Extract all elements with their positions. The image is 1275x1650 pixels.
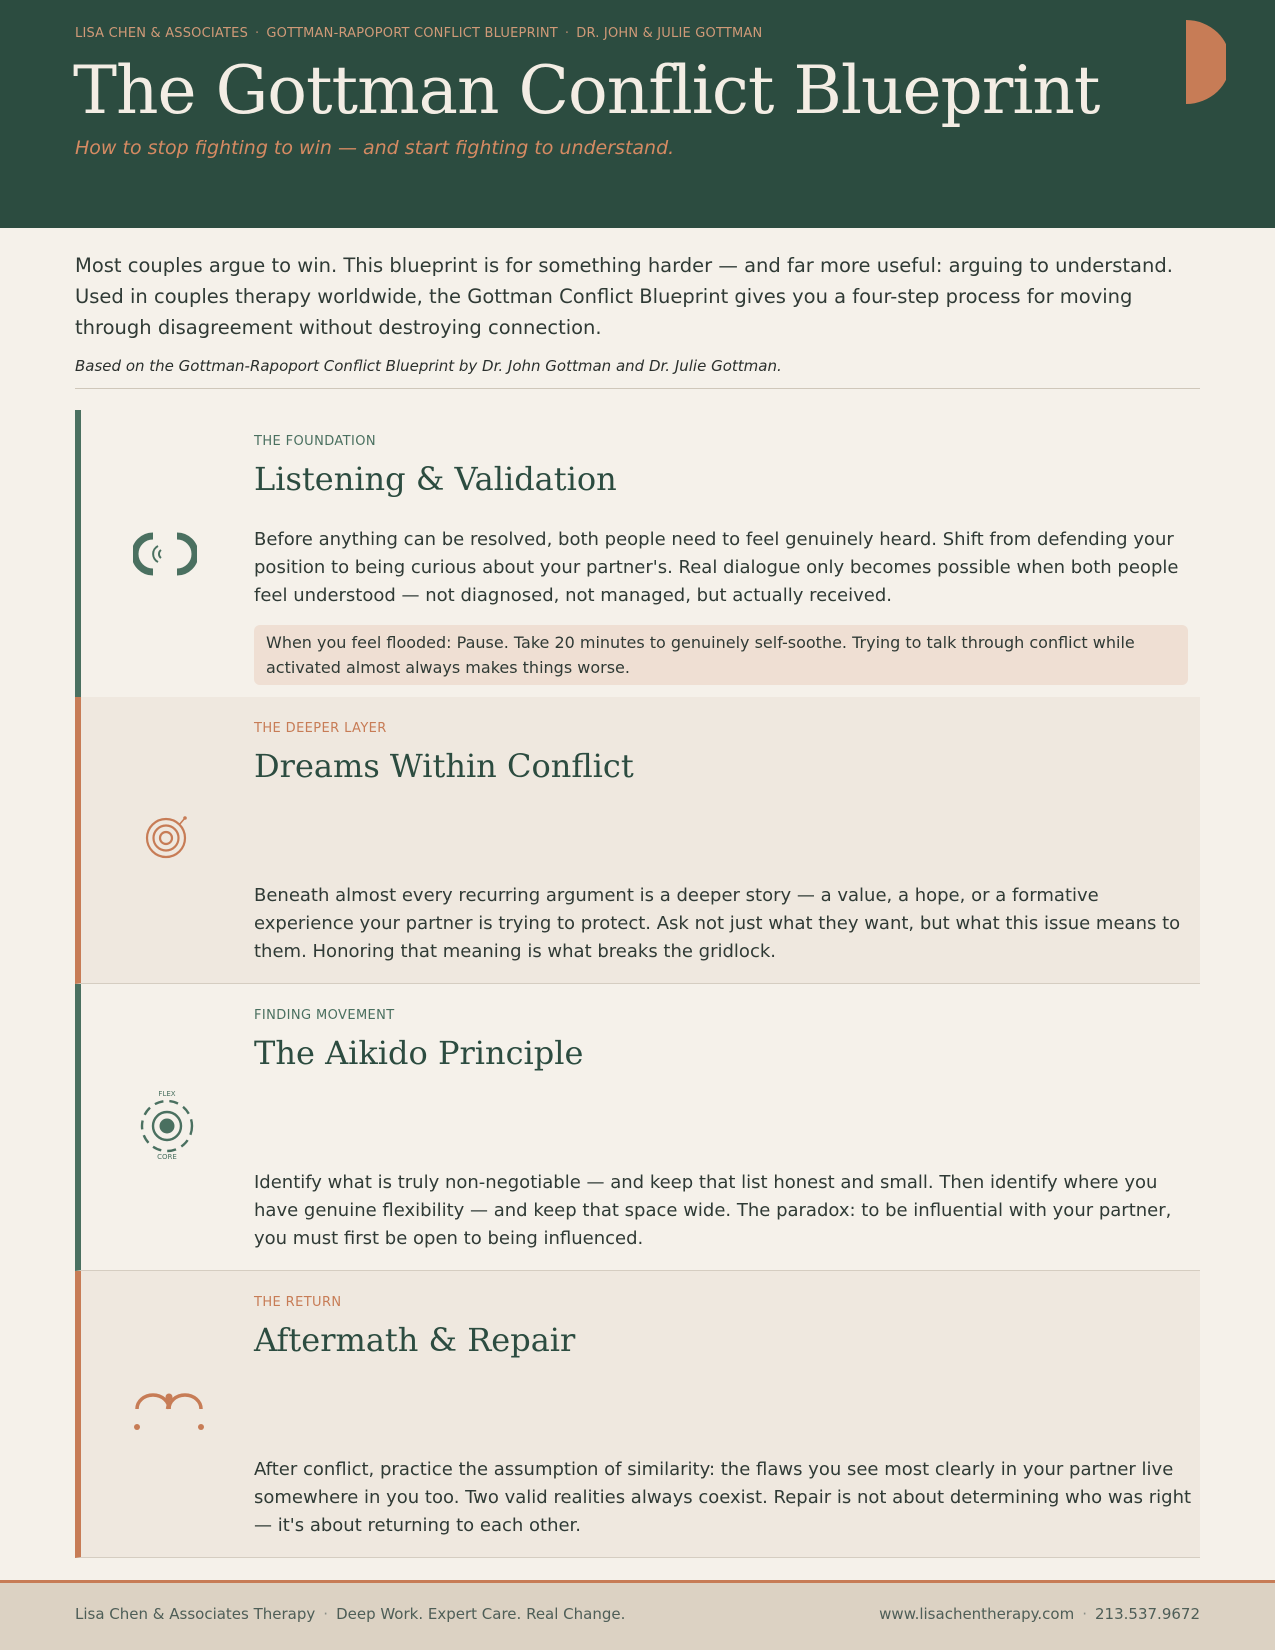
section-title: Aftermath & Repair — [254, 1321, 576, 1359]
section-title: Dreams Within Conflict — [254, 747, 634, 785]
breadcrumb — [75, 26, 762, 41]
breadcrumb-separator: · — [255, 26, 260, 41]
page-title: The Gottman Conflict Blueprint — [73, 52, 1100, 129]
breadcrumb-item-practice: LISA CHEN & ASSOCIATES — [75, 26, 249, 41]
icon-label-flex: FLEX — [158, 1090, 176, 1098]
footer-separator: · — [1082, 1605, 1088, 1623]
footer-right — [879, 1605, 1200, 1623]
section-body: Identify what is truly non-negotiable — and keep that list honest and small. Then identify where you have genuine flexibility — and keep that space wide. The paradox: to be influential with your partner, you must first be open to being influenced. — [254, 1172, 1172, 1249]
header-banner — [0, 0, 1275, 228]
section-title: Listening & Validation — [254, 460, 617, 498]
intro-paragraph: Most couples argue to win. This blueprint is for something harder — and far more useful: arguing to understand. Used in couples therapy worldwide, the Gottman Conflict Blueprint gives you a four-step process for moving through disagreement without destroying connection. — [75, 254, 1173, 339]
section-body: Before anything can be resolved, both people need to feel genuinely heard. Shift from defending your position to being curious about your partner's. Real dialogue only becomes possible when both people feel understood — not diagnosed, not managed, but actually received. — [254, 529, 1179, 606]
icon-label-core: CORE — [157, 1153, 177, 1160]
flooding-callout: When you feel flooded: Pause. Take 20 minutes to genuinely self-soothe. Trying to talk through conflict while activated almost always makes things worse. — [254, 625, 1188, 685]
section-listening-validation — [75, 410, 1200, 697]
footer-practice-name: Lisa Chen & Associates Therapy — [75, 1605, 316, 1623]
section-body: After conflict, practice the assumption of similarity: the flaws you see most clearly in your partner live somewhere in you too. Two valid realities always coexist. Repair is not about determining who was right — it's about returning to each other. — [254, 1459, 1192, 1536]
footer-separator: · — [323, 1605, 329, 1623]
footer-phone-link[interactable]: 213.537.9672 — [1095, 1605, 1200, 1623]
section-aftermath-repair — [75, 1271, 1200, 1558]
listening-ears-icon — [133, 532, 197, 576]
footer-website-link[interactable]: www.lisachentherapy.com — [879, 1605, 1075, 1623]
section-eyebrow: THE RETURN — [254, 1295, 342, 1310]
breadcrumb-item-blueprint: GOTTMAN-RAPOPORT CONFLICT BLUEPRINT — [266, 26, 558, 41]
flex-core-icon — [137, 1088, 197, 1160]
target-rings-icon — [145, 813, 191, 859]
breadcrumb-separator: · — [564, 26, 570, 41]
page-subtitle: How to stop fighting to win — and start fighting to understand. — [75, 137, 675, 159]
footer-left — [75, 1605, 625, 1623]
section-title: The Aikido Principle — [254, 1034, 584, 1072]
section-aikido-principle — [75, 984, 1200, 1271]
breadcrumb-item-authors: DR. JOHN & JULIE GOTTMAN — [576, 26, 763, 41]
section-eyebrow: THE DEEPER LAYER — [254, 721, 387, 736]
section-dreams-within-conflict — [75, 697, 1200, 984]
divider — [75, 388, 1200, 389]
section-eyebrow: FINDING MOVEMENT — [254, 1008, 395, 1023]
footer-tagline: Deep Work. Expert Care. Real Change. — [336, 1605, 626, 1623]
bridge-arcs-icon — [133, 1387, 205, 1435]
attribution-text: Based on the Gottman-Rapoport Conflict Blueprint by Dr. John Gottman and Dr. Julie Gottman. — [75, 357, 782, 375]
half-circle-logo-icon — [1186, 20, 1226, 106]
footer — [0, 1580, 1275, 1650]
section-body: Beneath almost every recurring argument is a deeper story — a value, a hope, or a formative experience your partner is trying to protect. Ask not just what they want, but what this issue means to them. Honoring that meaning is what breaks the gridlock. — [254, 885, 1181, 962]
section-eyebrow: THE FOUNDATION — [254, 434, 377, 449]
